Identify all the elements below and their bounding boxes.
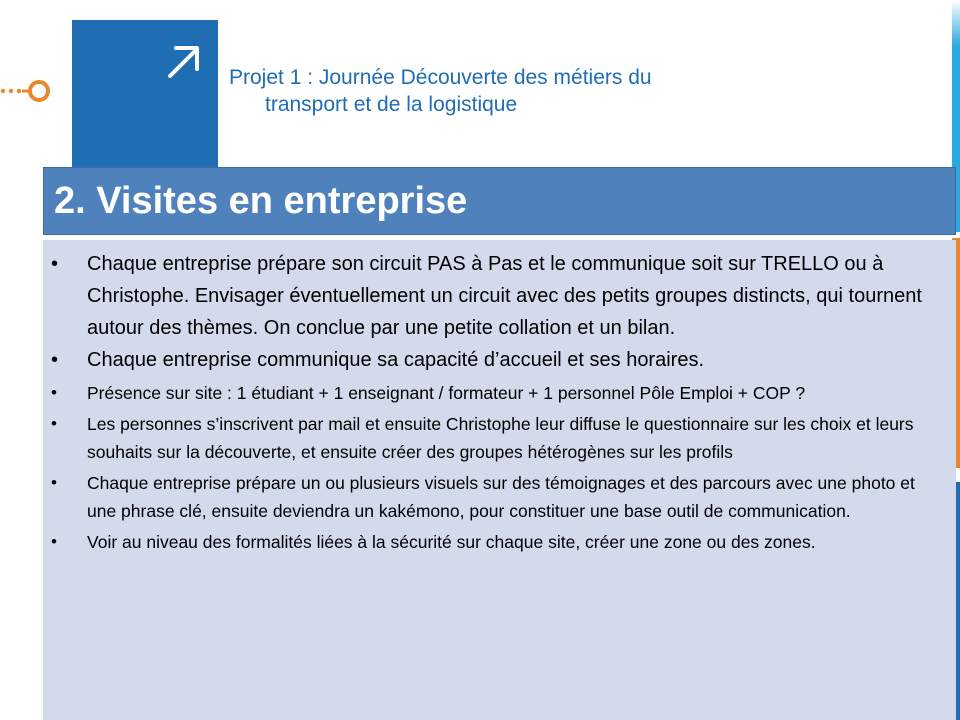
project-title	[229, 64, 869, 118]
project-title-line-2: transport et de la logistique	[265, 93, 518, 116]
arrow-up-right-icon	[164, 42, 204, 82]
section-heading-bar	[43, 167, 956, 235]
list-item: • Présence sur site : 1 étudiant + 1 enseignant / formateur + 1 personnel Pôle Emploi + COP ?	[43, 379, 946, 407]
brand-block	[72, 20, 218, 170]
list-item: • Les personnes s’inscrivent par mail et ensuite Christophe leur diffuse le questionnaire sur les choix et leurs souhaits sur la découverte, et ensuite créer des groupes hétérogènes sur les profils	[43, 410, 946, 466]
section-title: 2. Visites en entreprise	[54, 180, 468, 222]
bullet-list	[43, 240, 956, 556]
list-item: • Voir au niveau des formalités liées à la sécurité sur chaque site, créer une zone ou des zones.	[43, 528, 946, 556]
content-box	[43, 240, 956, 720]
list-item: • Chaque entreprise prépare un ou plusieurs visuels sur des témoignages et des parcours avec une photo et une phrase clé, ensuite deviendra un kakémono, pour constituer une base outil de communication.	[43, 469, 946, 525]
list-item: • Chaque entreprise prépare son circuit PAS à Pas et le communique soit sur TRELLO ou à Christophe. Envisager éventuellement un circuit avec des petits groupes distincts, qui tournent autour des thèmes. On conclue par une petite collation et un bilan.	[43, 248, 946, 344]
dotted-connector-icon	[0, 76, 52, 106]
list-item: • Chaque entreprise communique sa capacité d’accueil et ses horaires.	[43, 344, 946, 376]
project-title-line-1: Projet 1 : Journée Découverte des métiers du	[229, 66, 652, 89]
